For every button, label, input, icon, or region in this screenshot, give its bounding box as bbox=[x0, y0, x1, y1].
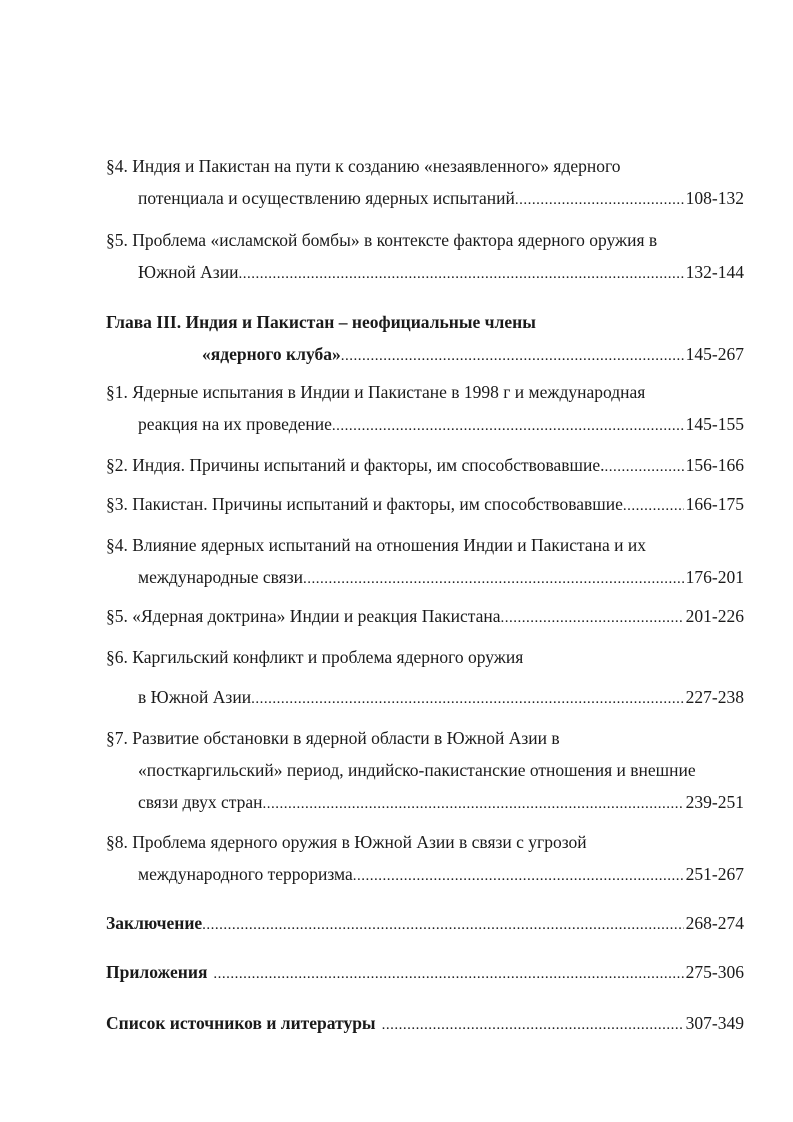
toc-text: §2. Индия. Причины испытаний и факторы, им способствовавшие. bbox=[106, 455, 605, 475]
toc-text: §5. Проблема «исламской бомбы» в контексте фактора ядерного оружия в bbox=[106, 230, 658, 250]
toc-text: реакция на их проведение bbox=[138, 414, 332, 434]
toc-leader bbox=[353, 862, 684, 890]
toc-leader bbox=[213, 960, 683, 988]
toc-entry-c7-line2 bbox=[138, 756, 696, 784]
toc-entry-c1-line1 bbox=[106, 378, 645, 406]
toc-text: §4. Индия и Пакистан на пути к созданию «незаявленного» ядерного bbox=[106, 156, 621, 176]
toc-page-range: 275-306 bbox=[685, 962, 744, 982]
toc-text: §3. Пакистан. Причины испытаний и факторы, им способствовавшие bbox=[106, 494, 623, 514]
toc-entry-references bbox=[106, 1009, 744, 1037]
toc-page-range: 239-251 bbox=[685, 792, 744, 812]
toc-text: Список источников и литературы bbox=[106, 1013, 376, 1033]
toc-leader bbox=[251, 685, 684, 713]
toc-leader bbox=[238, 260, 683, 288]
toc-entry-c5 bbox=[106, 602, 744, 630]
toc-entry-s5-line1 bbox=[106, 226, 657, 254]
toc-page-range: 108-132 bbox=[685, 188, 744, 208]
toc-chapter-3-line1 bbox=[106, 308, 536, 336]
toc-text: «посткаргильский» период, индийско-пакистанские отношения и внешние bbox=[138, 760, 696, 780]
toc-entry-s4-line1 bbox=[106, 152, 620, 180]
toc-text: международные связи bbox=[138, 567, 304, 587]
toc-page-range: 145-267 bbox=[685, 344, 744, 364]
toc-entry-s5-line2 bbox=[138, 258, 744, 286]
toc-page-range: 268-274 bbox=[685, 913, 744, 933]
chapter-title: «ядерного клуба» bbox=[202, 344, 341, 364]
toc-text: §4. Влияние ядерных испытаний на отношения Индии и Пакистана и их bbox=[106, 535, 646, 555]
toc-text: связи двух стран bbox=[138, 792, 263, 812]
toc-leader bbox=[303, 565, 684, 593]
toc-entry-c6-line1 bbox=[106, 643, 523, 671]
toc-entry-c8-line2 bbox=[138, 860, 744, 888]
toc-text: §8. Проблема ядерного оружия в Южной Азии в связи с угрозой bbox=[106, 832, 587, 852]
toc-entry-c2 bbox=[106, 451, 744, 479]
toc-text: международного терроризма bbox=[138, 864, 353, 884]
toc-text: Приложения bbox=[106, 962, 208, 982]
toc-leader bbox=[341, 342, 684, 370]
toc-page-range: 307-349 bbox=[685, 1013, 744, 1033]
toc-entry-appendices bbox=[106, 958, 744, 986]
toc-text: §6. Каргильский конфликт и проблема ядерного оружия bbox=[106, 647, 524, 667]
toc-entry-c6-line2 bbox=[138, 683, 744, 711]
toc-leader bbox=[382, 1011, 684, 1039]
toc-page-range: 201-226 bbox=[685, 606, 744, 626]
toc-text: §1. Ядерные испытания в Индии и Пакистане в 1998 г и международная bbox=[106, 382, 646, 402]
toc-leader bbox=[623, 492, 684, 520]
toc-leader bbox=[332, 412, 684, 440]
toc-leader bbox=[262, 790, 683, 818]
toc-leader bbox=[605, 453, 684, 481]
toc-page-range: 132-144 bbox=[685, 262, 744, 282]
toc-text: §5. «Ядерная доктрина» Индии и реакция Пакистана bbox=[106, 606, 501, 626]
toc-entry-c4-line1 bbox=[106, 531, 646, 559]
toc-entry-c8-line1 bbox=[106, 828, 587, 856]
toc-entry-s4-line2 bbox=[138, 184, 744, 212]
toc-text: потенциала и осуществлению ядерных испытаний bbox=[138, 188, 515, 208]
toc-entry-c4-line2 bbox=[138, 563, 744, 591]
toc-leader bbox=[501, 604, 684, 632]
toc-leader bbox=[202, 911, 684, 939]
toc-page-range: 176-201 bbox=[685, 567, 744, 587]
toc-text: Заключение bbox=[106, 913, 203, 933]
toc-entry-conclusion bbox=[106, 909, 744, 937]
toc-page-range: 166-175 bbox=[685, 494, 744, 514]
toc-page-range: 251-267 bbox=[685, 864, 744, 884]
chapter-title: Глава III. Индия и Пакистан – неофициальные члены bbox=[106, 312, 536, 332]
toc-page-range: 227-238 bbox=[685, 687, 744, 707]
toc-text: Южной Азии bbox=[138, 262, 239, 282]
toc-entry-c3 bbox=[106, 490, 744, 518]
toc-page-range: 145-155 bbox=[685, 414, 744, 434]
toc-entry-c7-line3 bbox=[138, 788, 744, 816]
toc-text: в Южной Азии bbox=[138, 687, 252, 707]
toc-entry-c1-line2 bbox=[138, 410, 744, 438]
toc-chapter-3-line2 bbox=[202, 340, 744, 368]
toc-page-range: 156-166 bbox=[685, 455, 744, 475]
toc-entry-c7-line1 bbox=[106, 724, 560, 752]
toc-leader bbox=[515, 186, 684, 214]
toc-text: §7. Развитие обстановки в ядерной области в Южной Азии в bbox=[106, 728, 560, 748]
